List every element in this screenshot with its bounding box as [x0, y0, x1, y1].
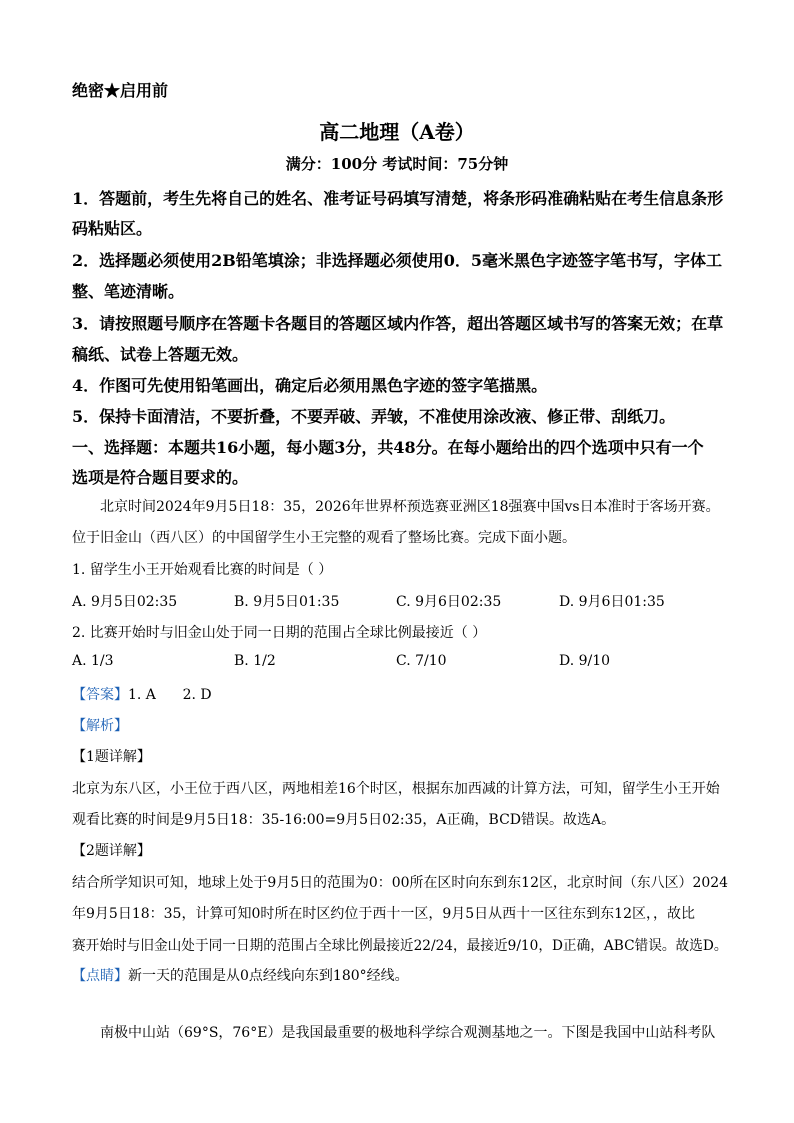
detail2-line1: 结合所学知识可知，地球上处于9月5日的范围为0：00所在区时向东到东12区，北京时间（东八区）2024 [72, 875, 729, 891]
q2-stem: 2. 比赛开始时与旧金山处于同一日期的范围占全球比例最接近（ ） [72, 625, 487, 641]
page-title: 高二地理（A卷） [319, 120, 475, 144]
q1-option-d: D. 9月6日01:35 [559, 594, 665, 610]
q2-option-b: B. 1/2 [234, 653, 276, 669]
passage1-line1: 北京时间2024年9月5日18：35，2026年世界杯预选赛亚洲区18强赛中国vs日本准时于客场开赛。 [100, 499, 720, 515]
instruction-2-line1: 2．选择题必须使用2B铅笔填涂；非选择题必须使用0．5毫米黑色字迹签字笔书写，字体工 [72, 251, 723, 270]
exam-info: 满分：100分 考试时间：75分钟 [285, 155, 509, 173]
answer-line [72, 684, 212, 704]
tip-tag: 【点睛】 [72, 968, 128, 984]
section-heading-line2: 选项是符合题目要求的。 [72, 468, 249, 487]
instruction-1-line2: 码粘贴区。 [72, 219, 153, 238]
detail1-line1: 北京为东八区，小王位于西八区，两地相差16个时区，根据东加西减的计算方法，可知，留学生小王开始 [72, 781, 720, 797]
answer-tag: 【答案】 [72, 687, 128, 703]
q2-option-a: A. 1/3 [72, 653, 114, 669]
detail2-line3: 赛开始时与旧金山处于同一日期的范围占全球比例最接近22/24，最接近9/10，D正确，ABC错误。故选D。 [72, 938, 728, 954]
analysis-tag: 【解析】 [72, 718, 128, 734]
q1-option-a: A. 9月5日02:35 [72, 594, 178, 610]
q1-option-c: C. 9月6日02:35 [396, 594, 502, 610]
tip-line [72, 965, 409, 985]
q2-option-d: D. 9/10 [559, 653, 611, 669]
instruction-3-line1: 3．请按照题号顺序在答题卡各题目的答题区域内作答，超出答题区域书写的答案无效；在草 [72, 314, 724, 333]
secret-label: 绝密★启用前 [72, 81, 169, 100]
instruction-2-line2: 整、笔迹清晰。 [72, 282, 185, 301]
detail1-tag: 【1题详解】 [72, 749, 151, 765]
instruction-1-line1: 1．答题前，考生先将自己的姓名、准考证号码填写清楚，将条形码准确粘贴在考生信息条形 [72, 189, 724, 208]
passage1-line2: 位于旧金山（西八区）的中国留学生小王完整的观看了整场比赛。完成下面小题。 [72, 530, 576, 546]
instruction-5: 5．保持卡面清洁，不要折叠，不要弄破、弄皱，不准使用涂改液、修正带、刮纸刀。 [72, 407, 676, 426]
q2-option-c: C. 7/10 [396, 653, 447, 669]
q1-stem: 1. 留学生小王开始观看比赛的时间是（ ） [72, 562, 333, 578]
instruction-4: 4．作图可先使用铅笔画出，确定后必须用黑色字迹的签字笔描黑。 [72, 376, 548, 395]
passage2-line1: 南极中山站（69°S，76°E）是我国最重要的极地科学综合观测基地之一。下图是我国中山站科考队 [100, 1025, 716, 1041]
answer-text: 1. A 2. D [128, 687, 212, 703]
detail1-line2: 观看比赛的时间是9月5日18：35-16:00=9月5日02:35，A正确，BCD错误。故选A。 [72, 812, 616, 828]
q1-option-b: B. 9月5日01:35 [234, 594, 340, 610]
detail2-line2: 年9月5日18：35，计算可知0时所在时区约位于西十一区，9月5日从西十一区往东到东12区，，故比 [72, 906, 695, 922]
tip-text: 新一天的范围是从0点经线向东到180°经线。 [128, 968, 409, 984]
instruction-3-line2: 稿纸、试卷上答题无效。 [72, 345, 249, 364]
detail2-tag: 【2题详解】 [72, 843, 151, 859]
section-heading-line1: 一、选择题：本题共16小题，每小题3分，共48分。在每小题给出的四个选项中只有一个 [72, 438, 704, 457]
